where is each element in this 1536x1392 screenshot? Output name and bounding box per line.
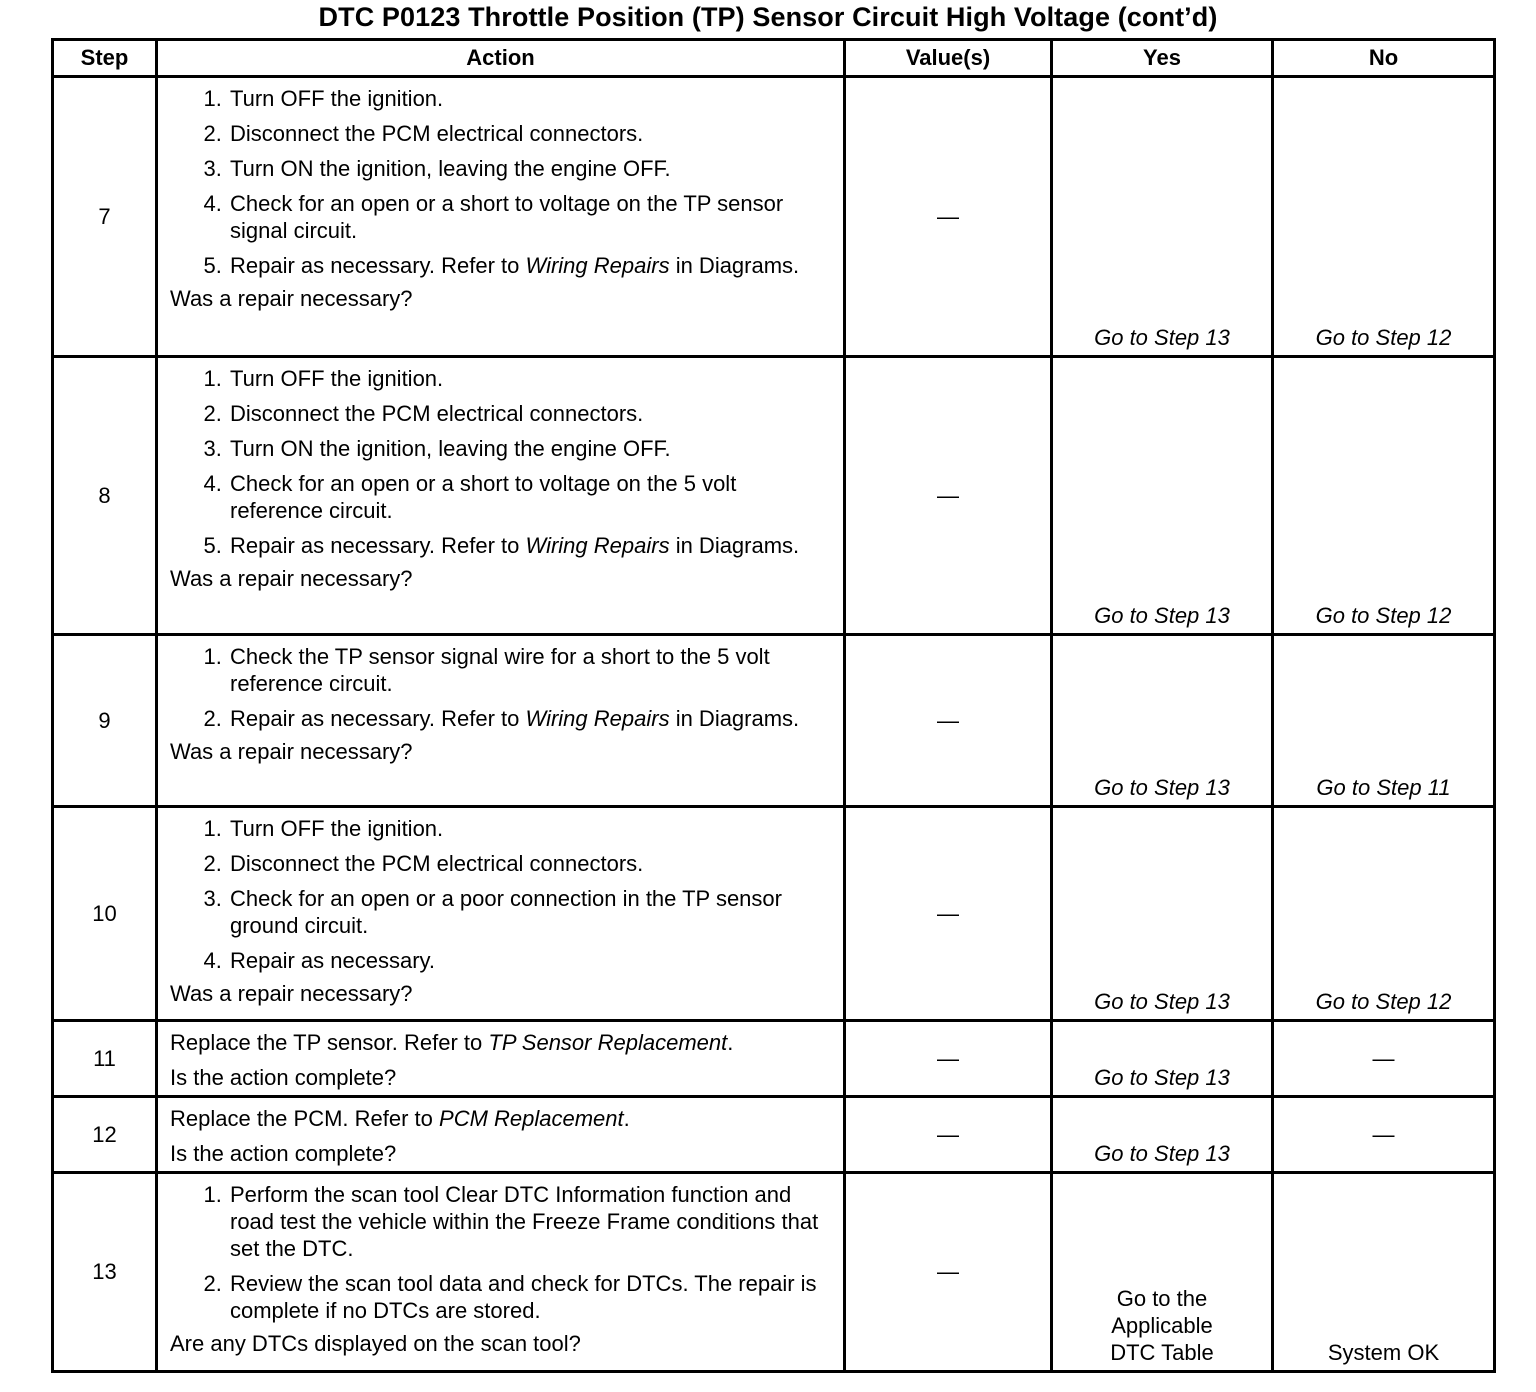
value-cell: — <box>845 77 1052 357</box>
action-step <box>228 120 833 147</box>
action-step-text: Turn ON the ignition, leaving the engine OFF. <box>230 156 671 181</box>
action-step <box>228 435 833 462</box>
step-cell: 9 <box>53 635 157 807</box>
action-steps-list <box>170 85 833 279</box>
step-cell: 12 <box>53 1097 157 1173</box>
header-values: Value(s) <box>845 40 1052 77</box>
action-cell <box>157 807 845 1021</box>
header-yes: Yes <box>1052 40 1273 77</box>
value-cell: — <box>845 807 1052 1021</box>
action-step-text: Check the TP sensor signal wire for a short to the 5 volt reference circuit. <box>230 644 770 696</box>
no-result: Go to Step 12 <box>1315 989 1452 1014</box>
action-step-text: Wiring Repairs <box>525 253 670 278</box>
action-step <box>228 532 833 559</box>
no-result: Go to Step 11 <box>1316 775 1451 800</box>
action-step-text: Check for an open or a poor connection in the TP sensor ground circuit. <box>230 886 782 938</box>
action-steps-list <box>170 365 833 559</box>
value-cell: — <box>845 1021 1052 1097</box>
action-steps-list <box>170 643 833 732</box>
table-row <box>53 635 1495 807</box>
action-step <box>228 155 833 182</box>
action-step-text: Repair as necessary. Refer to <box>230 706 526 731</box>
action-question: Is the action complete? <box>170 1141 397 1166</box>
yes-result: Go to Step 13 <box>1094 1065 1230 1090</box>
no-cell <box>1273 77 1495 357</box>
no-cell <box>1273 1173 1495 1372</box>
no-result: Go to Step 12 <box>1315 603 1452 628</box>
action-step-text: Wiring Repairs <box>525 706 670 731</box>
action-question: Is the action complete? <box>170 1065 397 1090</box>
action-step-text: Turn OFF the ignition. <box>230 366 444 391</box>
action-step <box>228 1270 833 1324</box>
action-question: Was a repair necessary? <box>170 739 413 764</box>
page-title: DTC P0123 Throttle Position (TP) Sensor Circuit High Voltage (cont’d) <box>318 2 1218 32</box>
yes-result: Go to Step 13 <box>1094 1141 1230 1166</box>
action-step <box>228 252 833 279</box>
yes-result: Go to Step 13 <box>1094 603 1230 628</box>
no-result: System OK <box>1327 1340 1440 1365</box>
action-question: Was a repair necessary? <box>170 981 413 1006</box>
action-paragraph <box>170 1029 833 1056</box>
no-cell <box>1273 357 1495 635</box>
action-step-text: Perform the scan tool Clear DTC Information function and road test the vehicle within the Freeze Frame conditions that set the DTC. <box>230 1182 819 1261</box>
action-paragraph-text: . <box>623 1106 630 1131</box>
action-question: Was a repair necessary? <box>170 566 413 591</box>
action-step <box>228 815 833 842</box>
yes-result: Go to Step 13 <box>1094 989 1230 1014</box>
action-cell <box>157 635 845 807</box>
step-cell: 10 <box>53 807 157 1021</box>
action-cell <box>157 77 845 357</box>
header-action: Action <box>157 40 845 77</box>
action-cell <box>157 1097 845 1173</box>
yes-cell <box>1052 77 1273 357</box>
no-cell <box>1273 807 1495 1021</box>
yes-cell <box>1052 1173 1273 1372</box>
action-step-text: Repair as necessary. Refer to <box>230 253 526 278</box>
action-cell <box>157 357 845 635</box>
header-no: No <box>1273 40 1495 77</box>
value-cell: — <box>845 357 1052 635</box>
step-cell: 13 <box>53 1173 157 1372</box>
no-cell: — <box>1273 1021 1495 1097</box>
action-step <box>228 643 833 697</box>
action-cell <box>157 1173 845 1372</box>
table-row <box>53 807 1495 1021</box>
step-cell: 8 <box>53 357 157 635</box>
action-paragraph-text: . <box>727 1030 734 1055</box>
action-step-text: Disconnect the PCM electrical connectors. <box>230 401 644 426</box>
action-steps-list <box>170 815 833 974</box>
action-question: Was a repair necessary? <box>170 286 413 311</box>
action-step-text: Disconnect the PCM electrical connectors. <box>230 121 644 146</box>
value-cell: — <box>845 1097 1052 1173</box>
yes-cell <box>1052 1097 1273 1173</box>
action-paragraph <box>170 1105 833 1132</box>
action-step-text: Wiring Repairs <box>525 533 670 558</box>
yes-cell <box>1052 807 1273 1021</box>
action-step <box>228 190 833 244</box>
action-steps-list <box>170 1181 833 1324</box>
action-step <box>228 85 833 112</box>
action-question: Are any DTCs displayed on the scan tool? <box>170 1331 581 1356</box>
value-cell: — <box>845 1173 1052 1372</box>
action-step <box>228 470 833 524</box>
action-step-text: Repair as necessary. <box>230 948 436 973</box>
yes-cell <box>1052 357 1273 635</box>
table-row <box>53 1173 1495 1372</box>
action-cell <box>157 1021 845 1097</box>
action-step <box>228 947 833 974</box>
action-step <box>228 400 833 427</box>
yes-result: Go to Step 13 <box>1094 775 1230 800</box>
table-row <box>53 1097 1495 1173</box>
action-step <box>228 365 833 392</box>
diagnostic-table <box>51 38 1496 1373</box>
action-paragraph-text: TP Sensor Replacement <box>488 1030 728 1055</box>
action-step-text: Turn OFF the ignition. <box>230 86 444 111</box>
step-cell: 7 <box>53 77 157 357</box>
action-step-text: Repair as necessary. Refer to <box>230 533 526 558</box>
action-step <box>228 885 833 939</box>
action-step-text: Turn ON the ignition, leaving the engine OFF. <box>230 436 671 461</box>
action-step-text: Turn OFF the ignition. <box>230 816 444 841</box>
action-step-text: Check for an open or a short to voltage on the TP sensor signal circuit. <box>230 191 784 243</box>
action-step <box>228 850 833 877</box>
no-cell: — <box>1273 1097 1495 1173</box>
action-paragraph-text: PCM Replacement <box>439 1106 624 1131</box>
yes-result: Go to Step 13 <box>1094 325 1230 350</box>
action-paragraph-text: Replace the TP sensor. Refer to <box>170 1030 489 1055</box>
no-result: Go to Step 12 <box>1315 325 1452 350</box>
yes-cell <box>1052 1021 1273 1097</box>
action-paragraph-text: Replace the PCM. Refer to <box>170 1106 440 1131</box>
action-step-text: Check for an open or a short to voltage on the 5 volt reference circuit. <box>230 471 737 523</box>
yes-result: Go to the Applicable DTC Table <box>1110 1286 1214 1365</box>
value-cell: — <box>845 635 1052 807</box>
action-step-text: Review the scan tool data and check for DTCs. The repair is complete if no DTCs are stored. <box>230 1271 817 1323</box>
action-step-text: in Diagrams. <box>669 253 800 278</box>
table-row <box>53 357 1495 635</box>
action-step <box>228 705 833 732</box>
action-step-text: in Diagrams. <box>669 533 800 558</box>
header-row <box>53 40 1495 77</box>
table-row <box>53 77 1495 357</box>
no-cell <box>1273 635 1495 807</box>
action-step-text: in Diagrams. <box>669 706 800 731</box>
step-cell: 11 <box>53 1021 157 1097</box>
table-row <box>53 1021 1495 1097</box>
header-step: Step <box>53 40 157 77</box>
action-step-text: Disconnect the PCM electrical connectors. <box>230 851 644 876</box>
action-step <box>228 1181 833 1262</box>
yes-cell <box>1052 635 1273 807</box>
